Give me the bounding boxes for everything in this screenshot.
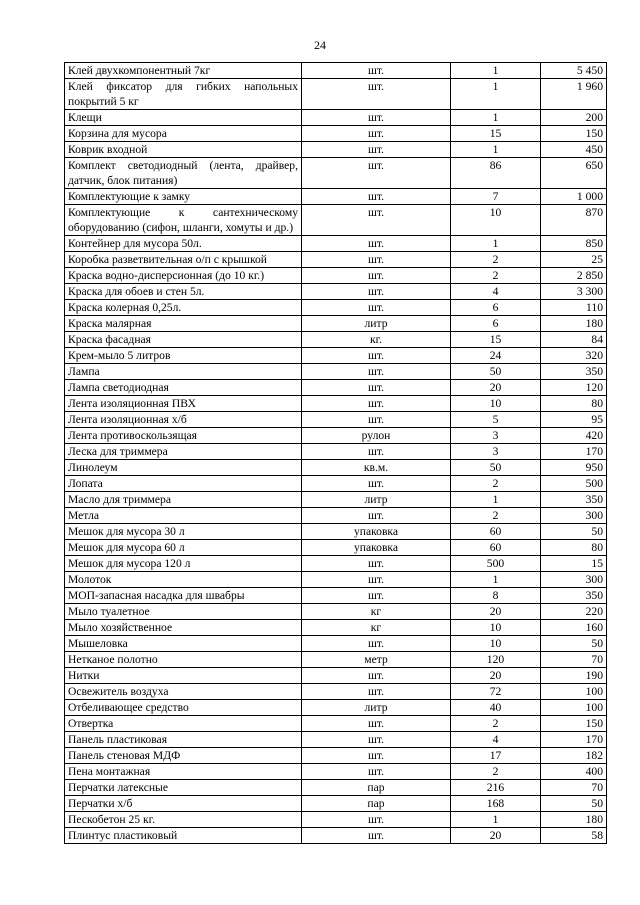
items-table-body [65, 63, 607, 844]
table-row [65, 158, 607, 189]
price-cell: 80 [541, 540, 607, 556]
price-cell: 350 [541, 588, 607, 604]
item-name-cell: Клей двухкомпонентный 7кг [65, 63, 302, 79]
unit-cell: шт. [302, 684, 451, 700]
unit-cell: упаковка [302, 524, 451, 540]
price-cell: 1 960 [541, 79, 607, 110]
item-name-cell: Крем-мыло 5 литров [65, 348, 302, 364]
unit-cell: кв.м. [302, 460, 451, 476]
table-row [65, 732, 607, 748]
unit-cell: шт. [302, 284, 451, 300]
unit-cell: пар [302, 796, 451, 812]
table-row [65, 572, 607, 588]
unit-cell: литр [302, 316, 451, 332]
unit-cell: шт. [302, 142, 451, 158]
price-cell: 150 [541, 716, 607, 732]
item-name-cell: Мешок для мусора 60 л [65, 540, 302, 556]
unit-cell: шт. [302, 812, 451, 828]
item-name-cell: Мышеловка [65, 636, 302, 652]
price-cell: 850 [541, 236, 607, 252]
unit-cell: шт. [302, 110, 451, 126]
item-name-cell: Мыло туалетное [65, 604, 302, 620]
unit-cell: литр [302, 700, 451, 716]
table-row [65, 476, 607, 492]
price-cell: 58 [541, 828, 607, 844]
quantity-cell: 60 [451, 540, 541, 556]
unit-cell: шт. [302, 158, 451, 189]
price-cell: 870 [541, 205, 607, 236]
item-name-cell: Отбеливающее средство [65, 700, 302, 716]
quantity-cell: 216 [451, 780, 541, 796]
price-cell: 120 [541, 380, 607, 396]
item-name-cell: Клей фиксатор для гибких напольных покрытий 5 кг [65, 79, 302, 110]
table-row [65, 748, 607, 764]
item-name-cell: Леска для триммера [65, 444, 302, 460]
table-row [65, 205, 607, 236]
table-row [65, 620, 607, 636]
items-table [64, 62, 607, 844]
quantity-cell: 2 [451, 252, 541, 268]
price-cell: 400 [541, 764, 607, 780]
unit-cell: шт. [302, 300, 451, 316]
item-name-cell: Коврик входной [65, 142, 302, 158]
table-row [65, 412, 607, 428]
price-cell: 25 [541, 252, 607, 268]
price-cell: 1 000 [541, 189, 607, 205]
item-name-cell: Метла [65, 508, 302, 524]
quantity-cell: 7 [451, 189, 541, 205]
unit-cell: шт. [302, 556, 451, 572]
price-cell: 220 [541, 604, 607, 620]
item-name-cell: Пескобетон 25 кг. [65, 812, 302, 828]
table-row [65, 63, 607, 79]
table-row [65, 396, 607, 412]
table-row [65, 508, 607, 524]
unit-cell: шт. [302, 380, 451, 396]
price-cell: 100 [541, 700, 607, 716]
price-cell: 84 [541, 332, 607, 348]
price-cell: 200 [541, 110, 607, 126]
quantity-cell: 20 [451, 828, 541, 844]
item-name-cell: Краска малярная [65, 316, 302, 332]
unit-cell: шт. [302, 572, 451, 588]
unit-cell: шт. [302, 732, 451, 748]
quantity-cell: 20 [451, 380, 541, 396]
price-cell: 182 [541, 748, 607, 764]
price-cell: 2 850 [541, 268, 607, 284]
item-name-cell: Комплектующие к сантехническому оборудованию (сифон, шланги, хомуты и др.) [65, 205, 302, 236]
unit-cell: шт. [302, 364, 451, 380]
quantity-cell: 50 [451, 364, 541, 380]
quantity-cell: 6 [451, 300, 541, 316]
table-row [65, 716, 607, 732]
price-cell: 950 [541, 460, 607, 476]
table-row [65, 142, 607, 158]
quantity-cell: 500 [451, 556, 541, 572]
quantity-cell: 3 [451, 428, 541, 444]
table-row [65, 284, 607, 300]
price-cell: 300 [541, 508, 607, 524]
price-cell: 650 [541, 158, 607, 189]
price-cell: 70 [541, 652, 607, 668]
unit-cell: кг. [302, 332, 451, 348]
quantity-cell: 1 [451, 79, 541, 110]
quantity-cell: 15 [451, 126, 541, 142]
table-row [65, 700, 607, 716]
table-row [65, 268, 607, 284]
quantity-cell: 24 [451, 348, 541, 364]
item-name-cell: Мыло хозяйственное [65, 620, 302, 636]
table-row [65, 110, 607, 126]
item-name-cell: Клещи [65, 110, 302, 126]
unit-cell: шт. [302, 588, 451, 604]
quantity-cell: 5 [451, 412, 541, 428]
quantity-cell: 2 [451, 764, 541, 780]
quantity-cell: 20 [451, 668, 541, 684]
price-cell: 50 [541, 524, 607, 540]
quantity-cell: 2 [451, 476, 541, 492]
quantity-cell: 40 [451, 700, 541, 716]
item-name-cell: Пена монтажная [65, 764, 302, 780]
table-row [65, 780, 607, 796]
quantity-cell: 20 [451, 604, 541, 620]
table-row [65, 428, 607, 444]
table-row [65, 444, 607, 460]
quantity-cell: 1 [451, 236, 541, 252]
quantity-cell: 4 [451, 284, 541, 300]
price-cell: 5 450 [541, 63, 607, 79]
table-row [65, 556, 607, 572]
unit-cell: шт. [302, 396, 451, 412]
item-name-cell: Комплект светодиодный (лента, драйвер, датчик, блок питания) [65, 158, 302, 189]
price-cell: 100 [541, 684, 607, 700]
quantity-cell: 2 [451, 268, 541, 284]
quantity-cell: 72 [451, 684, 541, 700]
unit-cell: шт. [302, 828, 451, 844]
table-row [65, 300, 607, 316]
price-cell: 180 [541, 316, 607, 332]
unit-cell: кг [302, 620, 451, 636]
unit-cell: шт. [302, 348, 451, 364]
price-cell: 50 [541, 636, 607, 652]
quantity-cell: 6 [451, 316, 541, 332]
unit-cell: шт. [302, 476, 451, 492]
table-row [65, 604, 607, 620]
item-name-cell: Плинтус пластиковый [65, 828, 302, 844]
item-name-cell: Освежитель воздуха [65, 684, 302, 700]
table-row [65, 540, 607, 556]
table-row [65, 636, 607, 652]
unit-cell: шт. [302, 716, 451, 732]
unit-cell: шт. [302, 412, 451, 428]
quantity-cell: 1 [451, 572, 541, 588]
table-row [65, 252, 607, 268]
item-name-cell: Корзина для мусора [65, 126, 302, 142]
quantity-cell: 86 [451, 158, 541, 189]
table-row [65, 316, 607, 332]
unit-cell: метр [302, 652, 451, 668]
unit-cell: кг [302, 604, 451, 620]
item-name-cell: Нетканое полотно [65, 652, 302, 668]
price-cell: 50 [541, 796, 607, 812]
unit-cell: шт. [302, 748, 451, 764]
price-cell: 300 [541, 572, 607, 588]
unit-cell: шт. [302, 268, 451, 284]
price-cell: 110 [541, 300, 607, 316]
unit-cell: шт. [302, 668, 451, 684]
item-name-cell: Молоток [65, 572, 302, 588]
unit-cell: шт. [302, 764, 451, 780]
table-row [65, 79, 607, 110]
unit-cell: шт. [302, 444, 451, 460]
unit-cell: шт. [302, 126, 451, 142]
table-row [65, 189, 607, 205]
quantity-cell: 168 [451, 796, 541, 812]
quantity-cell: 2 [451, 716, 541, 732]
quantity-cell: 10 [451, 636, 541, 652]
price-cell: 95 [541, 412, 607, 428]
item-name-cell: Лампа [65, 364, 302, 380]
item-name-cell: Краска фасадная [65, 332, 302, 348]
quantity-cell: 10 [451, 620, 541, 636]
table-row [65, 348, 607, 364]
item-name-cell: Лента изоляционная х/б [65, 412, 302, 428]
table-row [65, 126, 607, 142]
price-cell: 15 [541, 556, 607, 572]
table-row [65, 380, 607, 396]
item-name-cell: МОП-запасная насадка для швабры [65, 588, 302, 604]
quantity-cell: 1 [451, 142, 541, 158]
item-name-cell: Лента изоляционная ПВХ [65, 396, 302, 412]
quantity-cell: 10 [451, 396, 541, 412]
table-row [65, 236, 607, 252]
table-row [65, 668, 607, 684]
quantity-cell: 120 [451, 652, 541, 668]
unit-cell: шт. [302, 189, 451, 205]
item-name-cell: Перчатки х/б [65, 796, 302, 812]
table-row [65, 812, 607, 828]
quantity-cell: 3 [451, 444, 541, 460]
table-row [65, 684, 607, 700]
price-cell: 500 [541, 476, 607, 492]
item-name-cell: Коробка разветвительная о/п с крышкой [65, 252, 302, 268]
quantity-cell: 10 [451, 205, 541, 236]
unit-cell: шт. [302, 636, 451, 652]
price-cell: 3 300 [541, 284, 607, 300]
item-name-cell: Лопата [65, 476, 302, 492]
quantity-cell: 1 [451, 63, 541, 79]
quantity-cell: 8 [451, 588, 541, 604]
price-cell: 190 [541, 668, 607, 684]
price-cell: 160 [541, 620, 607, 636]
price-cell: 420 [541, 428, 607, 444]
item-name-cell: Мешок для мусора 30 л [65, 524, 302, 540]
price-cell: 450 [541, 142, 607, 158]
price-cell: 350 [541, 364, 607, 380]
quantity-cell: 2 [451, 508, 541, 524]
price-cell: 180 [541, 812, 607, 828]
unit-cell: шт. [302, 79, 451, 110]
unit-cell: литр [302, 492, 451, 508]
price-cell: 80 [541, 396, 607, 412]
item-name-cell: Отвертка [65, 716, 302, 732]
quantity-cell: 1 [451, 110, 541, 126]
quantity-cell: 1 [451, 812, 541, 828]
table-row [65, 492, 607, 508]
quantity-cell: 17 [451, 748, 541, 764]
table-row [65, 652, 607, 668]
item-name-cell: Панель пластиковая [65, 732, 302, 748]
price-cell: 150 [541, 126, 607, 142]
table-row [65, 828, 607, 844]
table-row [65, 332, 607, 348]
price-cell: 350 [541, 492, 607, 508]
table-row [65, 460, 607, 476]
item-name-cell: Перчатки латексные [65, 780, 302, 796]
quantity-cell: 50 [451, 460, 541, 476]
quantity-cell: 1 [451, 492, 541, 508]
table-row [65, 588, 607, 604]
item-name-cell: Краска водно-дисперсионная (до 10 кг.) [65, 268, 302, 284]
price-cell: 170 [541, 732, 607, 748]
item-name-cell: Мешок для мусора 120 л [65, 556, 302, 572]
item-name-cell: Комплектующие к замку [65, 189, 302, 205]
unit-cell: шт. [302, 63, 451, 79]
item-name-cell: Краска колерная 0,25л. [65, 300, 302, 316]
unit-cell: рулон [302, 428, 451, 444]
item-name-cell: Краска для обоев и стен 5л. [65, 284, 302, 300]
item-name-cell: Масло для триммера [65, 492, 302, 508]
quantity-cell: 4 [451, 732, 541, 748]
page-number: 24 [314, 38, 326, 52]
table-row [65, 364, 607, 380]
unit-cell: шт. [302, 236, 451, 252]
table-row [65, 524, 607, 540]
item-name-cell: Контейнер для мусора 50л. [65, 236, 302, 252]
table-row [65, 796, 607, 812]
unit-cell: шт. [302, 508, 451, 524]
table-row [65, 764, 607, 780]
price-cell: 70 [541, 780, 607, 796]
unit-cell: шт. [302, 252, 451, 268]
price-cell: 170 [541, 444, 607, 460]
item-name-cell: Лента противоскользящая [65, 428, 302, 444]
unit-cell: пар [302, 780, 451, 796]
unit-cell: упаковка [302, 540, 451, 556]
price-cell: 320 [541, 348, 607, 364]
unit-cell: шт. [302, 205, 451, 236]
item-name-cell: Нитки [65, 668, 302, 684]
item-name-cell: Панель стеновая МДФ [65, 748, 302, 764]
item-name-cell: Линолеум [65, 460, 302, 476]
quantity-cell: 60 [451, 524, 541, 540]
quantity-cell: 15 [451, 332, 541, 348]
item-name-cell: Лампа светодиодная [65, 380, 302, 396]
